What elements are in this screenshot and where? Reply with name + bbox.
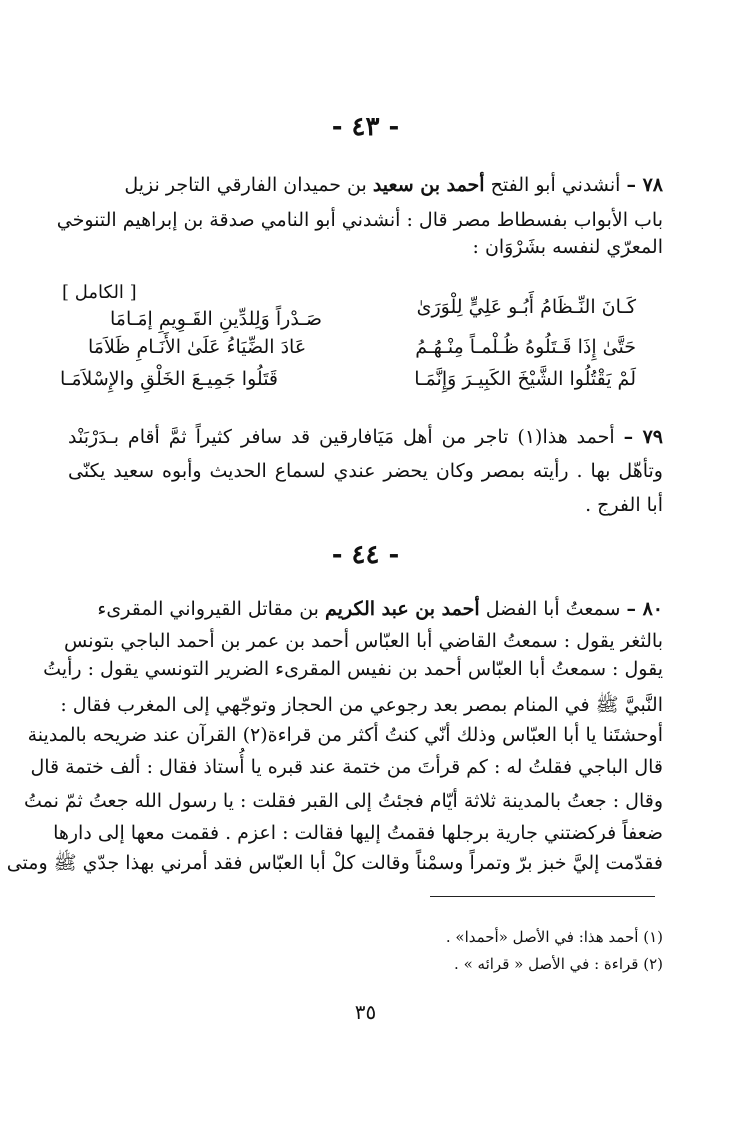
footnote-1: (١) أحمد هذا: في الأصل «أحمدا» .: [445, 928, 663, 946]
entry-78-line-3: المعرّي لنفسه بشَرْوَان :: [472, 236, 663, 258]
entry-80-line-3: يقول : سمعتُ أبا العبّاس أحمد بن نفيس المقرىء الضرير التونسي يقول : رأيتُ: [43, 658, 663, 680]
verse-2-left-hemistich: عَادَ الضِّيَاءُ عَلَىٰ الأَنَـامِ ظَلاَمَا: [88, 336, 307, 358]
page-number: ٣٥: [354, 1000, 377, 1024]
entry-number: ٧٩ –: [623, 426, 663, 448]
entry-80-line-6: قال الباجي فقلتُ له : كم قرأتَ من ختمة عند قبره يا أُستاذ فقال : ألف ختمة قال: [30, 756, 663, 778]
entry-78-line-2: باب الأبواب بفسطاط مصر قال : أنشدني أبو النامي صدقة بن إبراهيم التنوخي: [56, 209, 663, 231]
entry-text: أنشدني أبو الفتح: [490, 174, 621, 196]
entry-80-line-7: وقال : جعتُ بالمدينة ثلاثة أيّام فجئتُ إلى القبر فقلت : يا رسول الله جعتُ ثمّ نمتُ: [23, 790, 663, 812]
entry-80-line-8: ضعفاً فركضتني جارية برجلها فقمتُ إليها فقالت : اعزم . فقمت معها إلى دارها: [53, 822, 663, 844]
entry-number: ٧٨ –: [626, 174, 663, 196]
entry-80-line-5: أوحشتَنا يا أبا العبّاس وذلك أنّي كنتُ أكثر من قراءة(٢) القرآن عند ضريحه بالمدينة: [27, 724, 663, 746]
section-heading-43: - ٤٣ -: [331, 112, 400, 142]
entry-79-line-2: وتأهّل بها . رأيته بمصر وكان يحضر عندي لسماع الحديث وأبوه سعيد يكنّى: [68, 460, 663, 482]
entry-text: بن مقاتل القيرواني المقرىء: [97, 598, 319, 620]
verse-3-right-hemistich: لَمْ يَقْتُلُوا الشَّيْخَ الكَبِيـرَ وَإِنَّمَـا: [414, 368, 636, 390]
entry-text: أحمد هذا(١) تاجر من أهل مَيَافارقين قد سافر كثيراً ثمَّ أقام بـدَرْبَنْد: [68, 426, 615, 448]
entry-80-line-1: [68, 594, 663, 624]
person-name: أحمد بن عبد الكريم: [325, 598, 480, 620]
entry-number: ٨٠ –: [626, 598, 663, 620]
verse-2-right-hemistich: حَتَّىٰ إِذَا قَـتَلُوهُ ظُـلْمـاً مِنْـهُـمُ: [415, 336, 636, 358]
footnote-2: (٢) قراءة : في الأصل « قرائه » .: [454, 955, 663, 973]
entry-text: بن حميدان الفارقي التاجر نزيل: [124, 174, 367, 196]
entry-text: سمعتُ أبا الفضل: [485, 598, 621, 620]
entry-80-line-2: بالثغر يقول : سمعتُ القاضي أبا العبّاس أحمد بن عمر بن أحمد الباجي بتونس: [64, 630, 663, 652]
entry-80-line-9: فقدّمت إليَّ خبز برّ وتمراً وسمْناً وقالت كلْ أبا العبّاس فقد أمرني بهذا جدّي ﷺ ومتى: [6, 852, 663, 874]
section-heading-44: - ٤٤ -: [331, 540, 400, 570]
entry-79-line-1: [68, 422, 663, 452]
entry-78-line-1: [68, 170, 663, 200]
person-name: أحمد بن سعيد: [372, 174, 485, 196]
verse-3-left-hemistich: قَتَلُوا جَمِيـعَ الخَلْقِ والإِسْلاَمَـا: [60, 368, 279, 390]
verse-1-right-hemistich: كَـانَ النِّـظَامُ أَبُـو عَلِيٍّ لِلْوَرَىٰ: [416, 296, 636, 318]
entry-79-line-3: أبا الفرج .: [585, 494, 663, 516]
entry-80-line-4: النَّبيَّ ﷺ في المنام بمصر بعد رجوعي من الحجاز وتوجّهي إلى المغرب فقال :: [60, 694, 663, 716]
verse-1-left-hemistich: صَـدْراً وَلِلدِّينِ القَـوِيمِ إمَـامَا: [110, 308, 322, 330]
footnote-separator: [430, 896, 655, 897]
poem-meter-label: [ الكامل ]: [62, 282, 137, 303]
